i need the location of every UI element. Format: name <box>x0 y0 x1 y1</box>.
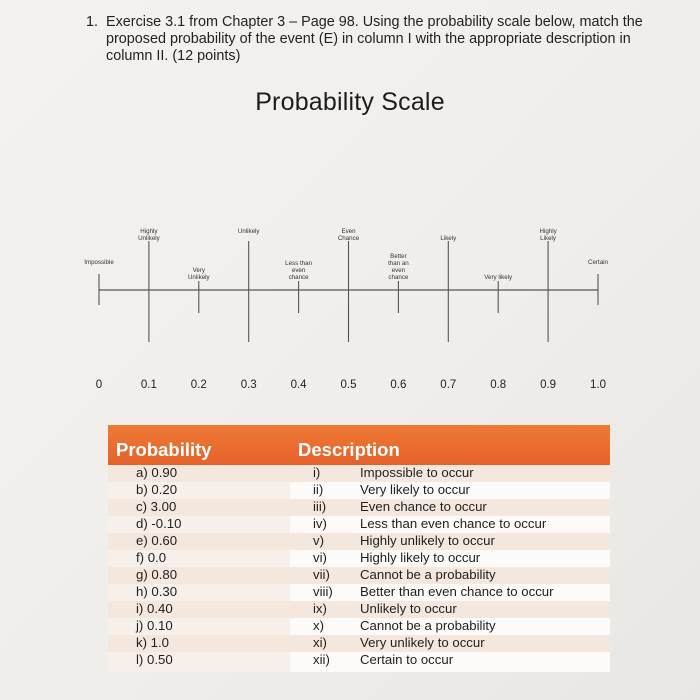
description-header: Description <box>298 439 400 460</box>
scale-label-2: Very Unlikely <box>187 267 210 281</box>
description-item: Highly likely to occur <box>360 550 481 565</box>
probability-item: g) 0.80 <box>136 567 178 582</box>
scale-label-6: Better than an even chance <box>388 253 409 281</box>
probability-item: a) 0.90 <box>136 465 178 480</box>
description-number: xii) <box>313 652 330 667</box>
probability-item: i) 0.40 <box>136 601 173 616</box>
table-header <box>108 425 610 465</box>
description-number: vii) <box>313 567 330 582</box>
probability-item: c) 3.00 <box>136 499 177 514</box>
probability-item: b) 0.20 <box>136 482 178 497</box>
description-item: Impossible to occur <box>360 465 474 480</box>
scale-label-8: Very likely <box>484 274 513 281</box>
description-number: ii) <box>313 482 324 497</box>
probability-item: f) 0.0 <box>136 550 167 565</box>
probability-item: k) 1.0 <box>136 635 169 650</box>
scale-value-8: 0.8 <box>490 379 507 391</box>
description-number: x) <box>313 618 324 633</box>
scale-value-6: 0.6 <box>390 379 407 391</box>
description-number: i) <box>313 465 321 480</box>
description-item: Highly unlikely to occur <box>360 533 495 548</box>
scale-label-5: Even Chance <box>337 228 360 242</box>
description-item: Cannot be a probability <box>360 618 496 633</box>
scale-value-10: 1.0 <box>590 379 606 391</box>
probability-header: Probability <box>116 439 212 460</box>
question-number: 1. <box>86 14 99 30</box>
scale-label-9: Highly Likely <box>539 228 557 242</box>
probability-item: j) 0.10 <box>136 618 173 633</box>
scale-title: Probability Scale <box>255 88 445 116</box>
description-item: Very unlikely to occur <box>360 635 485 650</box>
description-item: Better than even chance to occur <box>360 584 554 599</box>
description-item: Even chance to occur <box>360 499 487 514</box>
scale-value-7: 0.7 <box>440 379 457 391</box>
matching-table <box>108 425 610 672</box>
description-item: Very likely to occur <box>360 482 470 497</box>
scale-value-1: 0.1 <box>140 379 157 391</box>
scale-value-0: 0 <box>95 379 103 391</box>
question-text: Exercise 3.1 from Chapter 3 – Page 98. Using the probability scale below, match the proposed probability of the event (E) in column I with the appropriate description in column II. (12 points) <box>106 14 643 64</box>
scale-label-4: Less than even chance <box>285 260 313 281</box>
scale-value-9: 0.9 <box>540 379 557 391</box>
scale-value-5: 0.5 <box>340 379 357 391</box>
scale-label-10: Certain <box>588 259 608 266</box>
description-number: v) <box>313 533 324 548</box>
scale-value-3: 0.3 <box>240 379 257 391</box>
scale-value-4: 0.4 <box>290 379 307 391</box>
description-number: vi) <box>313 550 327 565</box>
description-item: Cannot be a probability <box>360 567 496 582</box>
scale-label-0: Impossible <box>84 259 114 266</box>
description-number: iii) <box>313 499 327 514</box>
scale-label-3: Unlikely <box>237 228 260 235</box>
description-item: Less than even chance to occur <box>360 516 547 531</box>
probability-item: e) 0.60 <box>136 533 178 548</box>
scale-label-7: Likely <box>440 235 457 242</box>
probability-item: l) 0.50 <box>136 652 173 667</box>
description-number: viii) <box>313 584 333 599</box>
description-item: Unlikely to occur <box>360 601 457 616</box>
probability-item: d) -0.10 <box>136 516 182 531</box>
description-number: iv) <box>313 516 327 531</box>
description-item: Certain to occur <box>360 652 454 667</box>
description-number: xi) <box>313 635 327 650</box>
probability-item: h) 0.30 <box>136 584 178 599</box>
scale-value-2: 0.2 <box>190 379 207 391</box>
description-number: ix) <box>313 601 327 616</box>
scale-label-1: Highly Unlikely <box>138 228 160 242</box>
